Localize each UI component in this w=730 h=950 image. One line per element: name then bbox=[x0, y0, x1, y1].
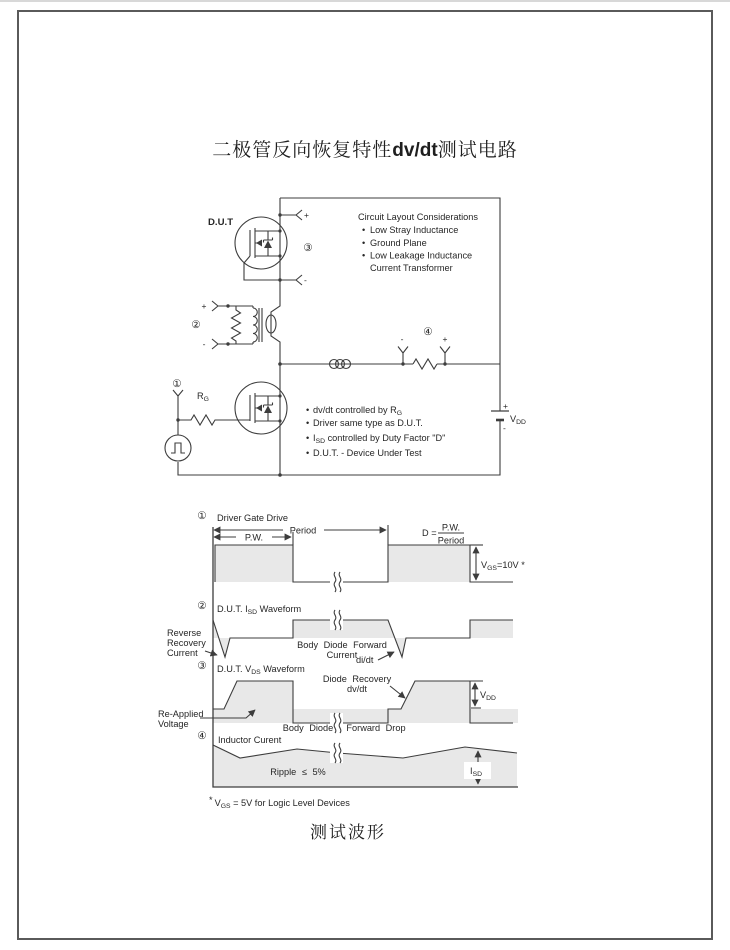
note-isd-post: controlled by Duty Factor "D" bbox=[325, 433, 446, 443]
bullet-icon: • bbox=[362, 250, 366, 261]
reverse-recovery-line1: Reverse bbox=[167, 628, 202, 638]
vdd-label bbox=[510, 414, 526, 426]
driver-mosfet-symbol bbox=[235, 382, 287, 434]
vdd-base: V bbox=[510, 414, 517, 424]
ct-wires bbox=[212, 301, 253, 349]
marker-4: ④ bbox=[423, 326, 433, 338]
duty-numerator: P.W. bbox=[441, 522, 461, 533]
test-waveforms-figure bbox=[150, 505, 535, 815]
ripple-label: Ripple ≤ 5% bbox=[270, 767, 326, 777]
pw-label: P.W. bbox=[244, 532, 264, 543]
title-zh-prefix: 二极管反向恢复特性 bbox=[212, 140, 393, 161]
current-transformer bbox=[202, 301, 276, 349]
ct-core-bars bbox=[259, 308, 262, 342]
ct-minus-label: - bbox=[202, 339, 206, 349]
footnote bbox=[209, 795, 350, 810]
footnote-rest: = 5V for Logic Level Devices bbox=[230, 798, 350, 808]
figure-title bbox=[0, 135, 730, 162]
bullet-icon: • bbox=[306, 433, 310, 443]
reverse-recovery-line3: Current bbox=[167, 648, 198, 658]
wave-marker-4: ④ bbox=[197, 730, 207, 742]
bullet-icon: • bbox=[306, 448, 310, 458]
vds-title-post: Waveform bbox=[260, 664, 305, 674]
note-dvdt bbox=[313, 405, 402, 417]
note-isd-pre: I bbox=[313, 433, 316, 443]
vdd-sub: DD bbox=[516, 419, 526, 426]
duty-denominator: Period bbox=[437, 535, 465, 546]
ct-primary-coil bbox=[253, 308, 257, 342]
period-label: Period bbox=[289, 525, 317, 536]
inductor-current-title: Inductor Curent bbox=[218, 735, 282, 745]
rg-label bbox=[197, 391, 209, 403]
circuit-notes-block bbox=[306, 405, 445, 458]
layout-item-2: Ground Plane bbox=[370, 238, 427, 248]
isd-title-post: Waveform bbox=[257, 604, 302, 614]
figure-caption: 测试波形 bbox=[310, 823, 386, 842]
rg-sub: G bbox=[203, 396, 209, 403]
title-latin: dv/dt bbox=[392, 140, 438, 161]
shunt-resistor bbox=[413, 359, 437, 369]
dut-probe-minus-label: - bbox=[304, 275, 307, 285]
note-dut: D.U.T. - Device Under Test bbox=[313, 448, 422, 458]
wave-marker-1: ① bbox=[197, 510, 207, 522]
vdd-level-pre: V bbox=[480, 690, 487, 700]
ct-burden-resistor bbox=[232, 306, 241, 344]
vdd-level-label bbox=[480, 690, 496, 702]
test-circuit-schematic bbox=[150, 190, 530, 490]
footnote-star: * bbox=[209, 795, 213, 805]
gate-probe-fork bbox=[173, 390, 183, 420]
wave-marker-2: ② bbox=[197, 600, 207, 612]
driver-mosfet-internals bbox=[250, 393, 280, 423]
battery-plus-label: + bbox=[503, 401, 508, 411]
footnote-v: V bbox=[214, 798, 221, 808]
bullet-icon: • bbox=[362, 238, 366, 248]
dut-mosfet-symbol bbox=[235, 217, 287, 280]
note-dvdt-sub: G bbox=[396, 410, 403, 417]
wave-marker-3: ③ bbox=[197, 660, 207, 672]
marker-3: ③ bbox=[303, 242, 313, 254]
vds-title bbox=[217, 664, 305, 676]
dut-mosfet-internals bbox=[250, 228, 280, 258]
diode-recovery-line2: dv/dt bbox=[347, 684, 367, 694]
layout-item-1: Low Stray Inductance bbox=[370, 225, 459, 235]
note-driver: Driver same type as D.U.T. bbox=[313, 418, 423, 428]
shunt-minus-label: - bbox=[400, 334, 404, 344]
vdd-battery bbox=[491, 401, 526, 433]
shunt-plus-label: + bbox=[442, 334, 448, 344]
pulse-waveform-icon bbox=[171, 443, 185, 453]
page-top-separator bbox=[0, 0, 730, 2]
battery-minus-label: - bbox=[503, 423, 506, 433]
layout-item-3: Low Leakage Inductance bbox=[370, 250, 473, 261]
duty-eq-prefix: D = bbox=[422, 528, 437, 538]
isd-title-pre: D.U.T. I bbox=[217, 604, 248, 614]
bullet-icon: • bbox=[362, 225, 366, 235]
reapplied-line2: Voltage bbox=[158, 719, 189, 729]
body-diode-fwd-line1: Body Diode Forward bbox=[297, 640, 387, 650]
vgs-post: =10V * bbox=[496, 560, 525, 570]
marker-2: ② bbox=[191, 319, 201, 331]
isd-title-sub: SD bbox=[247, 609, 258, 616]
dut-probe-forks bbox=[280, 210, 302, 285]
dut-probe-plus-label: + bbox=[304, 210, 309, 220]
dut-label: D.U.T bbox=[208, 217, 234, 228]
pulse-generator-circle bbox=[165, 435, 191, 461]
body-diode-fwd-line2: Current bbox=[326, 650, 358, 660]
gate-drive-network bbox=[165, 390, 250, 461]
layout-considerations-block bbox=[358, 212, 478, 273]
layout-item-4: Current Transformer bbox=[370, 263, 453, 273]
isd-level-pre: I bbox=[470, 766, 473, 776]
axis-break-marks bbox=[330, 572, 343, 763]
isd-level-sub: SD bbox=[472, 771, 483, 778]
diode-recovery-line1: Diode Recovery bbox=[322, 674, 392, 684]
body-diode-label: Body Diode bbox=[282, 723, 334, 733]
rg-base: R bbox=[197, 391, 204, 401]
ct-plus-label: + bbox=[201, 301, 207, 311]
bullet-icon: • bbox=[306, 418, 310, 428]
waveform-fills bbox=[213, 545, 518, 787]
shunt-probe-forks bbox=[398, 347, 450, 365]
reapplied-line1: Re-Applied bbox=[158, 709, 204, 719]
vds-title-pre: D.U.T. V bbox=[217, 664, 252, 674]
footnote-sub: GS bbox=[220, 803, 231, 810]
vgs-sub: GS bbox=[487, 565, 497, 572]
vgs-pre: V bbox=[481, 560, 488, 570]
rg-resistor bbox=[178, 415, 250, 425]
didt-label: di/dt bbox=[356, 655, 374, 665]
layout-title: Circuit Layout Considerations bbox=[357, 212, 479, 222]
bullet-icon: • bbox=[306, 405, 310, 415]
dut-gate-short-wire bbox=[244, 256, 280, 280]
vdd-level-sub: DD bbox=[486, 695, 496, 702]
marker-1: ① bbox=[172, 378, 182, 390]
note-isd bbox=[313, 433, 445, 445]
note-dvdt-pre: dv/dt controlled by R bbox=[313, 405, 397, 415]
gate-drive-title: Driver Gate Drive bbox=[217, 513, 288, 523]
title-zh-suffix: 测试电路 bbox=[437, 140, 518, 161]
forward-drop-label: Forward Drop bbox=[346, 723, 406, 733]
reverse-recovery-line2: Recovery bbox=[167, 638, 206, 648]
note-isd-sub: SD bbox=[315, 438, 326, 445]
isd-title bbox=[217, 604, 302, 616]
vds-title-sub: DS bbox=[251, 669, 261, 676]
vgs-level-label bbox=[481, 560, 525, 572]
